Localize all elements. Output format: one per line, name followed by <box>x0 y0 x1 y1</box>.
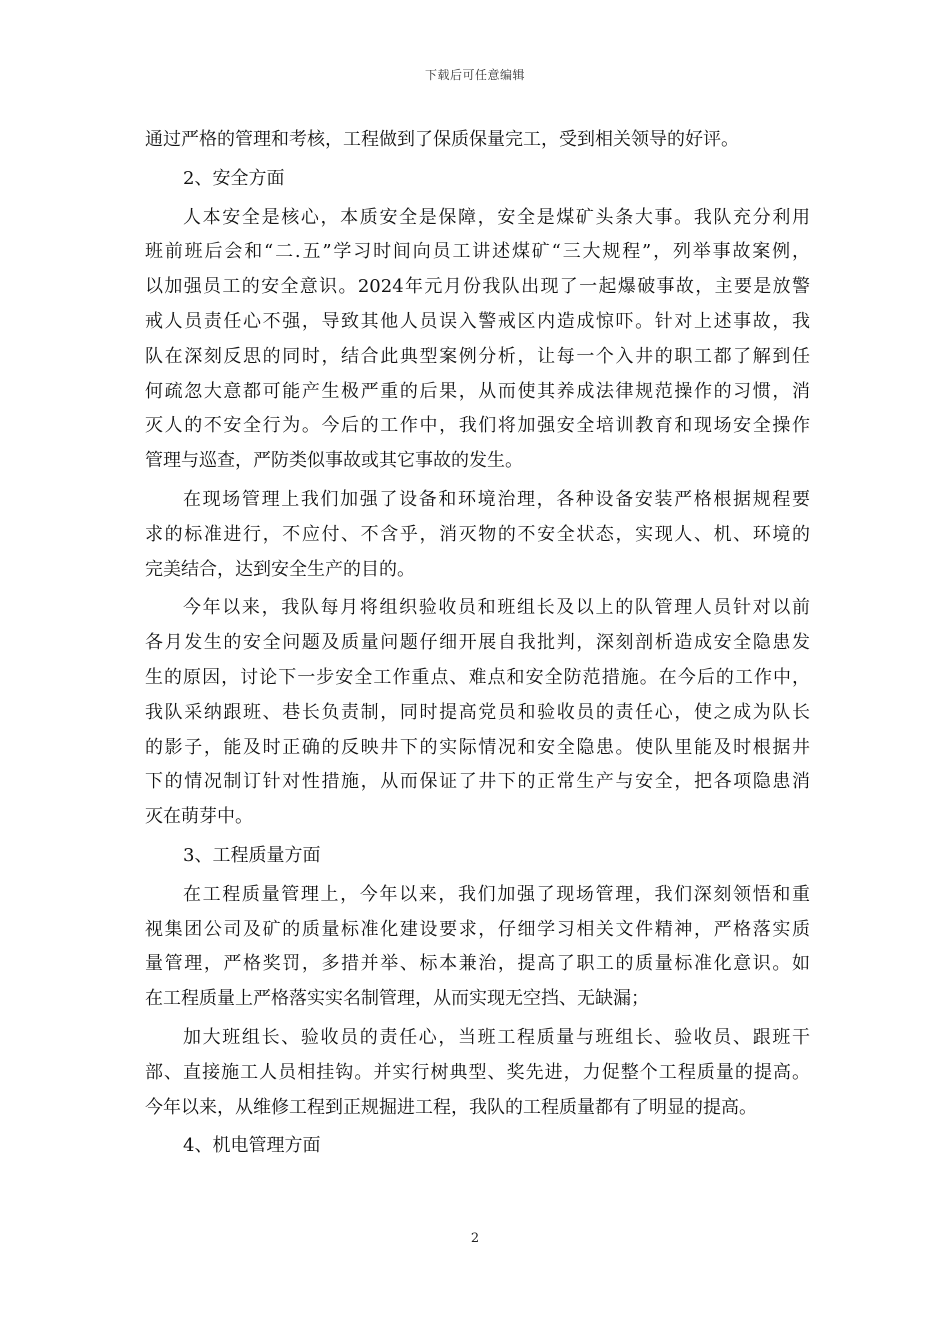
text-line: 何疏忽大意都可能产生极严重的后果，从而使其养成法律规范操作的习惯，消 <box>145 380 810 402</box>
text-line: 通过严格的管理和考核，工程做到了保质保量完工，受到相关领导的好评。 <box>145 129 739 150</box>
paragraph <box>145 483 810 587</box>
text-line: 在工程质量管理上，今年以来，我们加强了现场管理，我们深刻领悟和重 <box>183 883 810 905</box>
paragraph <box>145 591 810 835</box>
text-line: 队在深刻反思的同时，结合此典型案例分析，让每一个入井的职工都了解到任 <box>145 345 810 367</box>
text-line: 我队采纳跟班、巷长负责制，同时提高党员和验收员的责任心，使之成为队长 <box>145 701 810 723</box>
text-line: 4、机电管理方面 <box>183 1135 321 1157</box>
text-line: 人本安全是核心，本质安全是保障，安全是煤矿头条大事。我队充分利用 <box>183 206 810 228</box>
text-line: 灭人的不安全行为。今后的工作中，我们将加强安全培训教育和现场安全操作 <box>145 415 810 437</box>
text-line: 视集团公司及矿的质量标准化建设要求，仔细学习相关文件精神，严格落实质 <box>145 918 810 940</box>
paragraph <box>145 1021 810 1125</box>
text-line: 2、安全方面 <box>183 167 285 189</box>
page-header: 下载后可任意编辑 <box>424 68 525 82</box>
text-line: 求的标准进行，不应付、不含乎，消灭物的不安全状态，实现人、机、环境的 <box>145 523 810 545</box>
paragraph <box>145 839 810 874</box>
text-line: 管理与巡查，严防类似事故或其它事故的发生。 <box>145 450 523 472</box>
text-line: 今年以来，我队每月将组织验收员和班组长及以上的队管理人员针对以前 <box>183 597 810 619</box>
paragraph <box>145 201 810 479</box>
text-line: 的影子，能及时正确的反映井下的实际情况和安全隐患。使队里能及时根据井 <box>145 736 810 758</box>
text-line: 生的原因，讨论下一步安全工作重点、难点和安全防范措施。在今后的工作中， <box>145 666 810 688</box>
text-line: 今年以来，从维修工程到正规掘进工程，我队的工程质量都有了明显的提高。 <box>145 1096 757 1118</box>
document-body <box>145 123 810 1168</box>
text-line: 以加强员工的安全意识。2024年元月份我队出现了一起爆破事故，主要是放警 <box>145 276 810 298</box>
text-line: 在工程质量上严格落实实名制管理，从而实现无空挡、无缺漏； <box>145 988 649 1010</box>
paragraph <box>145 1129 810 1164</box>
text-line: 戒人员责任心不强，导致其他人员误入警戒区内造成惊吓。针对上述事故，我 <box>145 310 810 332</box>
text-line: 部、直接施工人员相挂钩。并实行树典型、奖先进，力促整个工程质量的提高。 <box>145 1061 810 1083</box>
page-number: 2 <box>470 1231 480 1246</box>
text-line: 在现场管理上我们加强了设备和环境治理，各种设备安装严格根据规程要 <box>183 488 810 510</box>
paragraph <box>145 123 810 158</box>
text-line: 完美结合，达到安全生产的目的。 <box>145 558 415 580</box>
text-line: 加大班组长、验收员的责任心，当班工程质量与班组长、验收员、跟班干 <box>183 1026 810 1048</box>
text-line: 各月发生的安全问题及质量问题仔细开展自我批判，深刻剖析造成安全隐患发 <box>145 632 810 654</box>
text-line: 3、工程质量方面 <box>183 844 321 866</box>
text-line: 灭在萌芽中。 <box>145 806 253 828</box>
text-line: 下的情况制订针对性措施，从而保证了井下的正常生产与安全，把各项隐患消 <box>145 771 810 793</box>
text-line: 量管理，严格奖罚，多措并举、标本兼治，提高了职工的质量标准化意识。如 <box>145 953 810 975</box>
text-line: 班前班后会和“二.五”学习时间向员工讲述煤矿“三大规程”，列举事故案例， <box>145 241 810 263</box>
paragraph <box>145 162 810 197</box>
paragraph <box>145 878 810 1017</box>
